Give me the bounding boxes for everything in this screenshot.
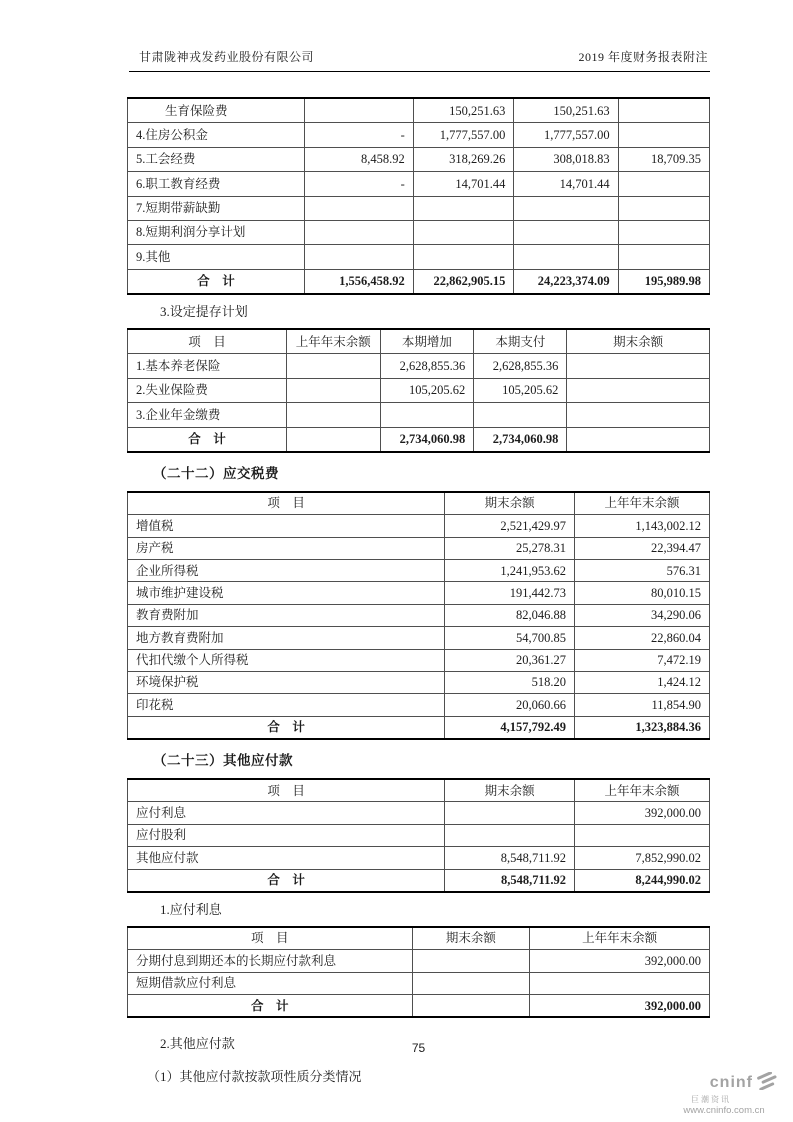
value-cell: - — [304, 123, 413, 147]
value-cell — [567, 403, 710, 427]
value-cell — [413, 196, 514, 220]
value-cell: 25,278.31 — [445, 537, 575, 559]
row-label: 1.基本养老保险 — [128, 354, 287, 378]
value-cell — [618, 98, 709, 123]
value-cell — [514, 196, 618, 220]
row-label: 7.短期带薪缺勤 — [128, 196, 305, 220]
value-cell — [304, 98, 413, 123]
table-row — [128, 802, 710, 824]
row-label: 5.工会经费 — [128, 147, 305, 171]
table-row — [128, 582, 710, 604]
row-label: 房产税 — [128, 537, 445, 559]
row-label: 短期借款应付利息 — [128, 972, 413, 994]
total-row — [128, 427, 710, 452]
value-cell: 105,205.62 — [474, 378, 567, 402]
note-classification: （1）其他应付款按款项性质分类情况 — [147, 1069, 362, 1085]
value-cell: 7,852,990.02 — [574, 847, 709, 869]
total-label: 合 计 — [128, 716, 445, 739]
total-label: 合 计 — [128, 269, 305, 294]
value-cell: 82,046.88 — [445, 604, 575, 626]
heading-taxes-payable: （二十二）应交税费 — [153, 465, 279, 481]
heading-interest-payable: 1.应付利息 — [160, 901, 222, 917]
row-label: 2.失业保险费 — [128, 378, 287, 402]
value-cell — [618, 196, 709, 220]
value-cell — [286, 378, 380, 402]
row-label: 应付利息 — [128, 802, 445, 824]
total-row — [128, 716, 710, 739]
table-row — [128, 671, 710, 693]
column-header: 上年年末余额 — [574, 492, 709, 515]
row-label: 分期付息到期还本的长期应付款利息 — [128, 950, 413, 972]
value-cell — [304, 245, 413, 269]
value-cell: 22,862,905.15 — [413, 269, 514, 294]
row-label: 4.住房公积金 — [128, 123, 305, 147]
value-cell: 8,244,990.02 — [574, 869, 709, 892]
row-label: 企业所得税 — [128, 560, 445, 582]
value-cell — [286, 427, 380, 452]
value-cell: 1,556,458.92 — [304, 269, 413, 294]
cninfo-logo — [665, 1072, 785, 1116]
value-cell: 2,521,429.97 — [445, 515, 575, 537]
table-row — [128, 847, 710, 869]
value-cell: 518.20 — [445, 671, 575, 693]
value-cell: 1,323,884.36 — [574, 716, 709, 739]
interest-payable-table — [127, 926, 710, 1019]
value-cell: 22,860.04 — [574, 627, 709, 649]
table-row — [128, 950, 710, 972]
value-cell: 18,709.35 — [618, 147, 709, 171]
header-row — [128, 329, 710, 354]
value-cell — [413, 220, 514, 244]
row-label: 代扣代缴个人所得税 — [128, 649, 445, 671]
page-header — [129, 48, 710, 72]
value-cell — [412, 995, 530, 1018]
report-title: 2019 年度财务报表附注 — [578, 50, 708, 64]
value-cell: 392,000.00 — [574, 802, 709, 824]
column-header: 项 目 — [128, 927, 413, 950]
value-cell: 54,700.85 — [445, 627, 575, 649]
value-cell — [304, 220, 413, 244]
table-row — [128, 627, 710, 649]
table-row — [128, 537, 710, 559]
total-label: 合 计 — [128, 869, 445, 892]
value-cell: 20,060.66 — [445, 694, 575, 716]
table-row — [128, 403, 710, 427]
row-label: 其他应付款 — [128, 847, 445, 869]
value-cell — [618, 220, 709, 244]
row-label: 印花税 — [128, 694, 445, 716]
value-cell — [530, 972, 710, 994]
value-cell: 8,458.92 — [304, 147, 413, 171]
value-cell: 195,989.98 — [618, 269, 709, 294]
value-cell: 14,701.44 — [413, 172, 514, 196]
value-cell: 22,394.47 — [574, 537, 709, 559]
value-cell — [286, 403, 380, 427]
short-term-benefits-table — [127, 97, 710, 295]
value-cell: 80,010.15 — [574, 582, 709, 604]
column-header: 上年年末余额 — [574, 779, 709, 802]
value-cell: 318,269.26 — [413, 147, 514, 171]
column-header: 期末余额 — [445, 779, 575, 802]
value-cell — [567, 378, 710, 402]
value-cell — [380, 403, 474, 427]
table-row — [128, 172, 710, 196]
table-row — [128, 354, 710, 378]
value-cell — [413, 245, 514, 269]
total-label: 合 计 — [128, 995, 413, 1018]
value-cell: 20,361.27 — [445, 649, 575, 671]
header-row — [128, 779, 710, 802]
value-cell — [567, 354, 710, 378]
column-header: 上年年末余额 — [530, 927, 710, 950]
column-header: 上年年末余额 — [286, 329, 380, 354]
table-row — [128, 649, 710, 671]
value-cell — [412, 950, 530, 972]
total-row — [128, 269, 710, 294]
taxes-payable-table — [127, 491, 710, 740]
value-cell — [474, 403, 567, 427]
value-cell: 4,157,792.49 — [445, 716, 575, 739]
table-row — [128, 123, 710, 147]
row-label: 城市维护建设税 — [128, 582, 445, 604]
table-row — [128, 560, 710, 582]
value-cell: 1,777,557.00 — [413, 123, 514, 147]
value-cell: - — [304, 172, 413, 196]
page-content — [127, 97, 710, 1085]
column-header: 期末余额 — [412, 927, 530, 950]
column-header: 期末余额 — [445, 492, 575, 515]
value-cell: 8,548,711.92 — [445, 869, 575, 892]
cninfo-logo-word: cninf — [709, 1074, 753, 1091]
value-cell: 14,701.44 — [514, 172, 618, 196]
value-cell: 576.31 — [574, 560, 709, 582]
value-cell: 150,251.63 — [413, 98, 514, 123]
column-header: 期末余额 — [567, 329, 710, 354]
value-cell — [445, 802, 575, 824]
row-label: 3.企业年金缴费 — [128, 403, 287, 427]
table-row — [128, 515, 710, 537]
value-cell — [514, 245, 618, 269]
value-cell: 1,143,002.12 — [574, 515, 709, 537]
column-header: 项 目 — [128, 329, 287, 354]
row-label: 教育费附加 — [128, 604, 445, 626]
value-cell: 191,442.73 — [445, 582, 575, 604]
column-header: 项 目 — [128, 779, 445, 802]
total-label: 合 计 — [128, 427, 287, 452]
total-row — [128, 869, 710, 892]
table-row — [128, 604, 710, 626]
header-row — [128, 927, 710, 950]
value-cell: 2,628,855.36 — [474, 354, 567, 378]
table-row — [128, 220, 710, 244]
row-label: 地方教育费附加 — [128, 627, 445, 649]
value-cell: 7,472.19 — [574, 649, 709, 671]
value-cell: 2,628,855.36 — [380, 354, 474, 378]
table-row — [128, 245, 710, 269]
value-cell: 392,000.00 — [530, 995, 710, 1018]
row-label: 环境保护税 — [128, 671, 445, 693]
value-cell: 34,290.06 — [574, 604, 709, 626]
value-cell — [304, 196, 413, 220]
total-row — [128, 995, 710, 1018]
defined-contribution-plan-table — [127, 328, 710, 453]
value-cell: 2,734,060.98 — [474, 427, 567, 452]
value-cell: 24,223,374.09 — [514, 269, 618, 294]
table-row — [128, 972, 710, 994]
header-row — [128, 492, 710, 515]
value-cell — [514, 220, 618, 244]
value-cell — [618, 123, 709, 147]
note-other-payables: 2.其他应付款 — [160, 1036, 235, 1052]
row-label: 生育保险费 — [128, 98, 305, 123]
page-number: 75 — [411, 1041, 426, 1055]
column-header: 本期增加 — [380, 329, 474, 354]
table-row — [128, 147, 710, 171]
cninfo-logo-url: www.cninfo.com.cn — [683, 1105, 765, 1117]
table-row — [128, 196, 710, 220]
value-cell: 105,205.62 — [380, 378, 474, 402]
heading-defined-contribution-plan: 3.设定提存计划 — [160, 304, 248, 319]
column-header: 项 目 — [128, 492, 445, 515]
value-cell: 150,251.63 — [514, 98, 618, 123]
cninfo-logo-subtitle: 巨潮资讯 — [691, 1094, 731, 1104]
value-cell: 392,000.00 — [530, 950, 710, 972]
value-cell — [445, 824, 575, 846]
value-cell: 308,018.83 — [514, 147, 618, 171]
value-cell: 1,241,953.62 — [445, 560, 575, 582]
cninfo-swirl-icon — [755, 1072, 779, 1095]
company-name: 甘肃陇神戎发药业股份有限公司 — [139, 50, 315, 64]
heading-other-payables: （二十三）其他应付款 — [153, 753, 293, 768]
value-cell: 8,548,711.92 — [445, 847, 575, 869]
value-cell — [618, 172, 709, 196]
value-cell — [574, 824, 709, 846]
value-cell — [286, 354, 380, 378]
value-cell: 11,854.90 — [574, 694, 709, 716]
other-payables-table — [127, 778, 710, 893]
table-row — [128, 824, 710, 846]
value-cell: 2,734,060.98 — [380, 427, 474, 452]
value-cell — [618, 245, 709, 269]
value-cell — [412, 972, 530, 994]
row-label: 6.职工教育经费 — [128, 172, 305, 196]
row-label: 应付股利 — [128, 824, 445, 846]
row-label: 增值税 — [128, 515, 445, 537]
row-label: 8.短期利润分享计划 — [128, 220, 305, 244]
table-row — [128, 378, 710, 402]
table-row — [128, 694, 710, 716]
column-header: 本期支付 — [474, 329, 567, 354]
value-cell — [567, 427, 710, 452]
row-label: 9.其他 — [128, 245, 305, 269]
value-cell: 1,424.12 — [574, 671, 709, 693]
value-cell: 1,777,557.00 — [514, 123, 618, 147]
table-row — [128, 98, 710, 123]
